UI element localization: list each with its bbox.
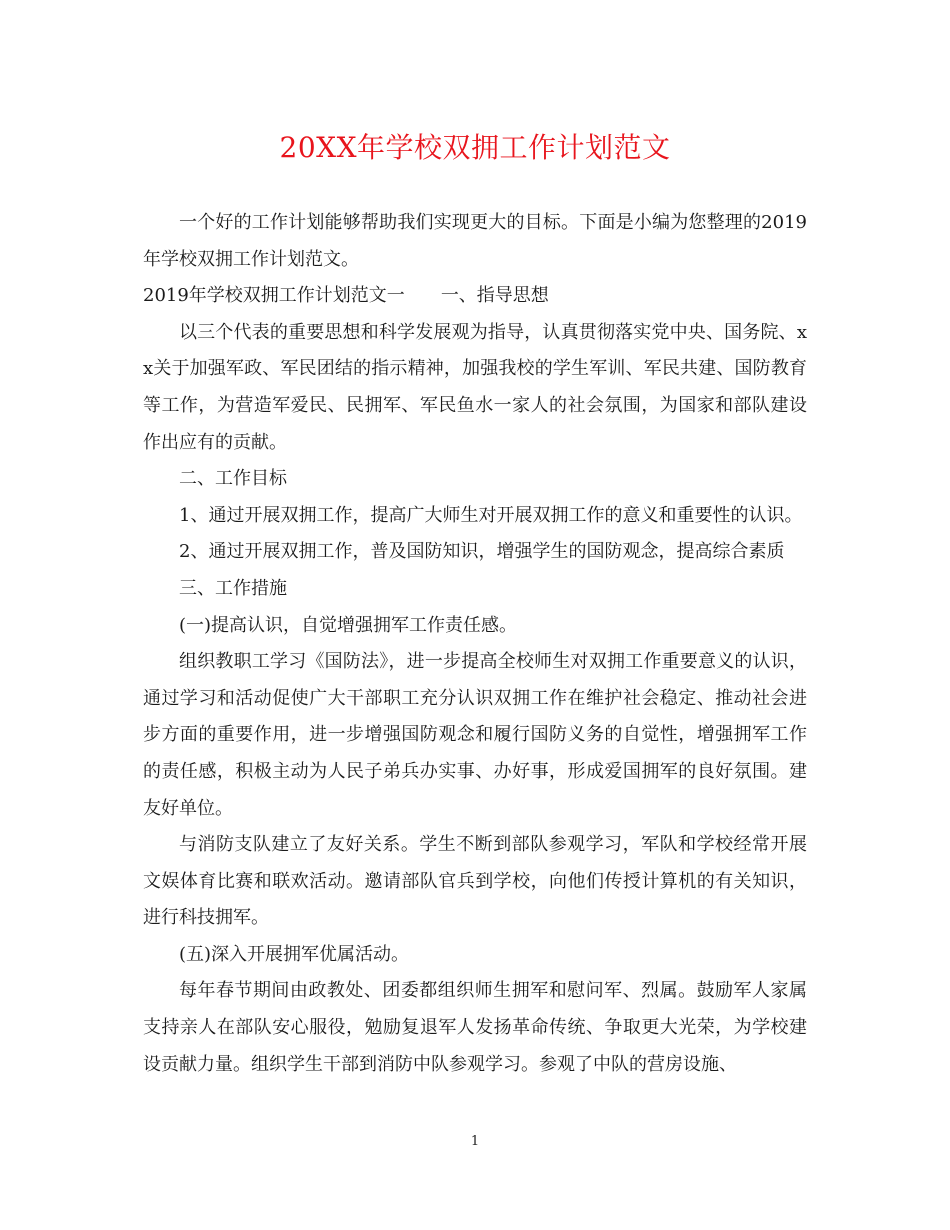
- paragraph-intro: 一个好的工作计划能够帮助我们实现更大的目标。下面是小编为您整理的2019年学校双拥工作计划范文。: [143, 212, 807, 270]
- paragraph-guiding-thought: 以三个代表的重要思想和科学发展观为指导，认真贯彻落实党中央、国务院、xx关于加强军政、军民团结的指示精神，加强我校的学生军训、军民共建、国防教育等工作，为营造军爱民、民拥军、军民鱼水一家人的社会氛围，为国家和部队建设作出应有的贡献。: [143, 321, 807, 453]
- section-heading-measures: 三、工作措施: [179, 577, 287, 599]
- paragraph-goal-2: 2、通过开展双拥工作，普及国防知识，增强学生的国防观念，提高综合素质: [179, 541, 785, 563]
- subheading-measure-5: (五)深入开展拥军优属活动。: [179, 943, 410, 965]
- document-body: [143, 205, 807, 1083]
- paragraph-support-activities: 每年春节期间由政教处、团委都组织师生拥军和慰问军、烈属。鼓励军人家属支持亲人在部队安心服役，勉励复退军人发扬革命传统、争取更大光荣，为学校建设贡献力量。组织学生干部到消防中队参观学习。参观了中队的营房设施、: [143, 980, 807, 1075]
- paragraph-goal-1: 1、通过开展双拥工作，提高广大师生对开展双拥工作的意义和重要性的认识。: [179, 504, 803, 526]
- heading-line-left: 2019年学校双拥工作计划范文一: [143, 285, 405, 307]
- paragraph-measure-1: 组织教职工学习《国防法》，进一步提高全校师生对双拥工作重要意义的认识，通过学习和活动促使广大干部职工充分认识双拥工作在维护社会稳定、推动社会进步方面的重要作用，进一步增强国防观念和履行国防义务的自觉性，增强拥军工作的责任感，积极主动为人民子弟兵办实事、办好事，形成爱国拥军的良好氛围。建友好单位。: [143, 651, 807, 819]
- document-title: 20XX年学校双拥工作计划范文: [279, 131, 671, 164]
- section-heading-goals: 二、工作目标: [179, 468, 287, 490]
- paragraph-fire-brigade: 与消防支队建立了友好关系。学生不断到部队参观学习，军队和学校经常开展文娱体育比赛和联欢活动。邀请部队官兵到学校，向他们传授计算机的有关知识，进行科技拥军。: [143, 834, 807, 929]
- heading-line-right: 一、指导思想: [440, 285, 549, 307]
- section-heading-line: [143, 278, 807, 315]
- page-number: 1: [470, 1134, 480, 1149]
- subheading-measure-1: (一)提高认识，自觉增强拥军工作责任感。: [179, 614, 518, 636]
